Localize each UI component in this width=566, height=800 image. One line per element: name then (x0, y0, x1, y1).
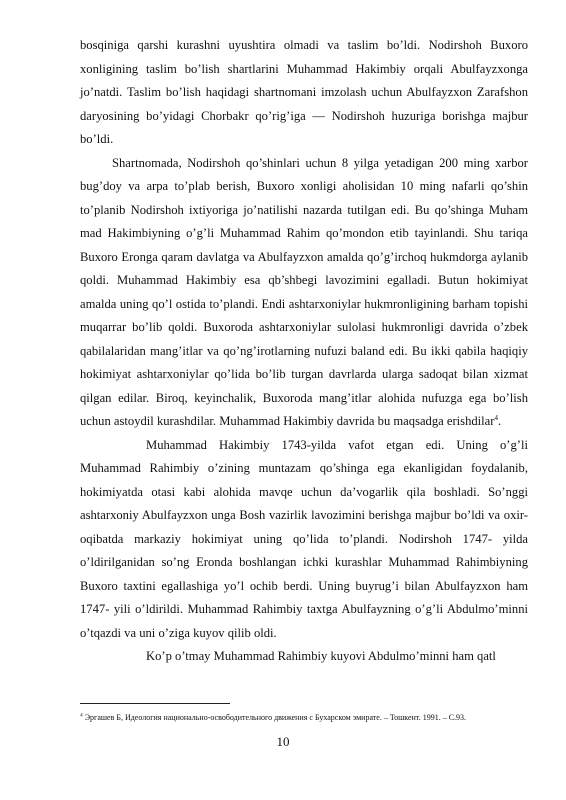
paragraph-1: bosqiniga qarshi kurashni uyushtira olmadi va taslim bo’ldi. Nodirshoh Buxoro xonligining taslim bo’lish shartlarini Muhammad Hakimbiy orqali Abulfayzxonga jo’natdi. Taslim bo’lish haqidagi shartnomani imzolash uchun Abulfayzxon Zarafshon daryosining bo’yidagi Chorbakr qo’rig’iga — Nodirshoh huzuriga borishga majbur bo’ldi. (80, 38, 528, 146)
body-text (80, 34, 528, 669)
footnote (80, 712, 528, 723)
footnote-text: Эргашев Б, Идеология национально-освободительного движения с Бухарском эмирате. – Тошкент. 1991. – С.93. (82, 713, 467, 722)
paragraph-4: Ko’p o’tmay Muhammad Rahimbiy kuyovi Abdulmo’minni ham qatl (146, 649, 496, 663)
paragraph-2 (80, 152, 528, 434)
page-number: 10 (276, 734, 290, 749)
footnote-number: 4 (80, 712, 83, 719)
paragraph-2-end: . (497, 414, 502, 428)
footnote-reference: 4 (494, 413, 498, 422)
paragraph-2-text: Shartnomada, Nodirshoh qo’shinlari uchun 8 yilga yetadigan 200 ming xarbor bug’doy va arpa to’plab berish, Buxoro xonligi aholisidan 10 ming nafarli qo’shin to’planib Nodirshoh ixtiyoriga jo’natilishi nazarda tutilgan edi. Bu qo’shinga Muham mad Hakimbiyning o’g’li Muhammad Rahim qo’mondon etib tayinlandi. Shu tariqa Buxoro Eronga qaram davlatga va Abulfayzxon amalda qo’g’irchoq hukmdorga aylanib qoldi. Muhammad Hakimbiy esa qb’shbegi lavozimini egalladi. Butun hokimiyat amalda uning qo’l ostida to’plandi. Endi ashtarxoniylar hukmronligining barham topishi muqarrar bo’lib qoldi. Buxoroda ashtarxoniylar sulolasi hukmronligi davrida o’zbek qabilalaridan mang’itlar va qo’ng’irotlarning nufuzi baland edi. Bu ikki qabila haqiqiy hokimiyat ashtarxoniylar qo’lida bo’lib turgan davrlarda ularga sadoqat bilan xizmat qilgan edilar. Biroq, keyinchalik, Buxoroda mang’itlar alohida nufuzga ega bo’lish uchun astoydil kurashdilar. Muhammad Hakimbiy davrida bu maqsadga erishdilar (80, 155, 528, 428)
paragraph-3: Muhammad Hakimbiy 1743-yilda vafot etgan edi. Uning o’g’li Muhammad Rahimbiy o’zining muntazam qo’shinga ega ekanligidan foydalanib, hokimiyatda otasi kabi alohida mavqe uchun da’vogarlik qila boshladi. So’nggi ashtarxoniy Abulfayzxon unga Bosh vazirlik lavozimini berishga majbur bo’ldi va oxir-oqibatda markaziy hokimiyat uning qo’lida to’plandi. Nodirshoh 1747- yilda o’ldirilganidan so’ng Eronda boshlangan ichki kurashlar Muhammad Rahimbiyning Buxoro taxtini egallashiga yo’l ochib berdi. Uning buyrug’i bilan Abulfayzxon ham 1747- yili o’ldirildi. Muhammad Rahimbiy taxtga Abulfayzning o’g’li Abdulmo’minni o’tqazdi va uni o’ziga kuyov qilib oldi. (80, 437, 528, 640)
footnote-separator (80, 703, 230, 704)
